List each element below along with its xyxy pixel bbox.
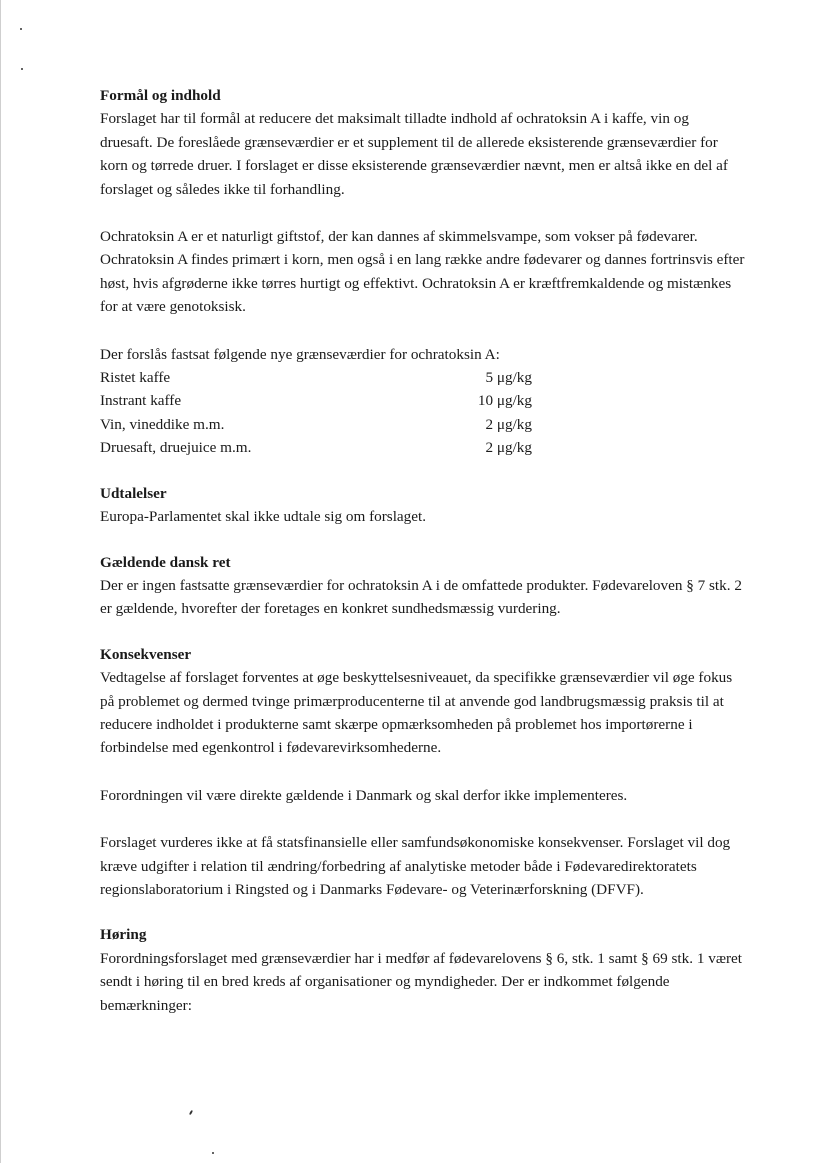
limits-intro: Der forslås fastsat følgende nye grænseværdier for ochratoksin A:: [100, 345, 500, 363]
limit-product: Ristet kaffe: [100, 369, 171, 387]
scan-speck: [212, 1152, 214, 1154]
section-heading: Udtalelser: [100, 484, 167, 502]
scan-speck: [20, 28, 22, 30]
section-gaeldende-dansk-ret: [100, 551, 745, 621]
paragraph: Vedtagelse af forslaget forventes at øge beskyttelsesniveauet, da specifikke grænseværdier vil øge fokus på problemet og dermed tvinge primærproducenterne til at anvende god landbrugsmæssig praksis til at reducere indholdet i produkterne samt skærpe opmærksomheden på problemet hos importørerne i forbindelse med egenkontrol i fødevarevirksomhederne.: [100, 669, 733, 757]
limit-value: 5 μg/kg: [485, 369, 532, 387]
section-konsekvenser: [100, 643, 745, 902]
table-row: [100, 436, 532, 459]
limit-value: 2 μg/kg: [485, 439, 532, 457]
limits-table: [100, 366, 532, 460]
limit-product: Vin, vineddike m.m.: [100, 415, 225, 433]
document-body: [100, 84, 745, 1039]
paragraph: Ochratoksin A er et naturligt giftstof, der kan dannes af skimmelsvampe, som vokser på fødevarer. Ochratoksin A findes primært i korn, men også i en lang række andre fødevarer og dannes fortrinsvis efter høst, hvis afgrøderne ikke tørres hurtigt og effektivt. Ochratoksin A er kræftfremkaldende og mistænkes for at være genotoksisk.: [100, 228, 745, 316]
section-heading: Gældende dansk ret: [100, 553, 231, 571]
scan-speck: [21, 68, 23, 70]
table-row: [100, 366, 532, 389]
paragraph: Forordningsforslaget med grænseværdier har i medfør af fødevarelovens § 6, stk. 1 samt § 69 stk. 1 været sendt i høring til en bred kreds af organisationer og myndigheder. Der er indkommet følgende bemærkninger:: [100, 949, 742, 1014]
limit-product: Druesaft, druejuice m.m.: [100, 439, 252, 457]
paragraph: Forordningen vil være direkte gældende i Danmark og skal derfor ikke implementeres.: [100, 786, 628, 804]
section-heading: Høring: [100, 926, 147, 944]
limit-value: 10 μg/kg: [477, 392, 532, 410]
paragraph: Forslaget har til formål at reducere det maksimalt tilladte indhold af ochratoksin A i kaffe, vin og druesaft. De foreslåede grænseværdier er et supplement til de allerede eksisterende grænseværdier for korn og tørrede druer. I forslaget er disse eksisterende grænseværdier nævnt, men er altså ikke en del af forslaget og således ikke til forhandling.: [100, 110, 728, 198]
limit-product: Instrant kaffe: [100, 392, 182, 410]
table-row: [100, 413, 532, 436]
section-hoering: [100, 923, 745, 1017]
section-heading: Formål og indhold: [100, 87, 221, 104]
page-edge: [0, 0, 1, 1163]
section-udtalelser: [100, 482, 745, 529]
scan-speck: [189, 1110, 193, 1115]
paragraph: Europa-Parlamentet skal ikke udtale sig om forslaget.: [100, 508, 427, 526]
paragraph: Forslaget vurderes ikke at få statsfinansielle eller samfundsøkonomiske konsekvenser. Forslaget vil dog kræve udgifter i relation til ændring/forbedring af analytiske metoder både i Fødevaredirektoratets regionslaboratorium i Ringsted og i Danmarks Fødevare- og Veterinærforskning (DFVF).: [100, 834, 731, 898]
table-row: [100, 389, 532, 412]
section-heading: Konsekvenser: [100, 645, 192, 663]
paragraph: Der er ingen fastsatte grænseværdier for ochratoksin A i de omfattede produkter. Fødevareloven § 7 stk. 2 er gældende, hvorefter der foretages en konkret sundhedsmæssig vurdering.: [100, 576, 742, 618]
limit-value: 2 μg/kg: [485, 415, 532, 433]
section-formaal: [100, 84, 745, 460]
